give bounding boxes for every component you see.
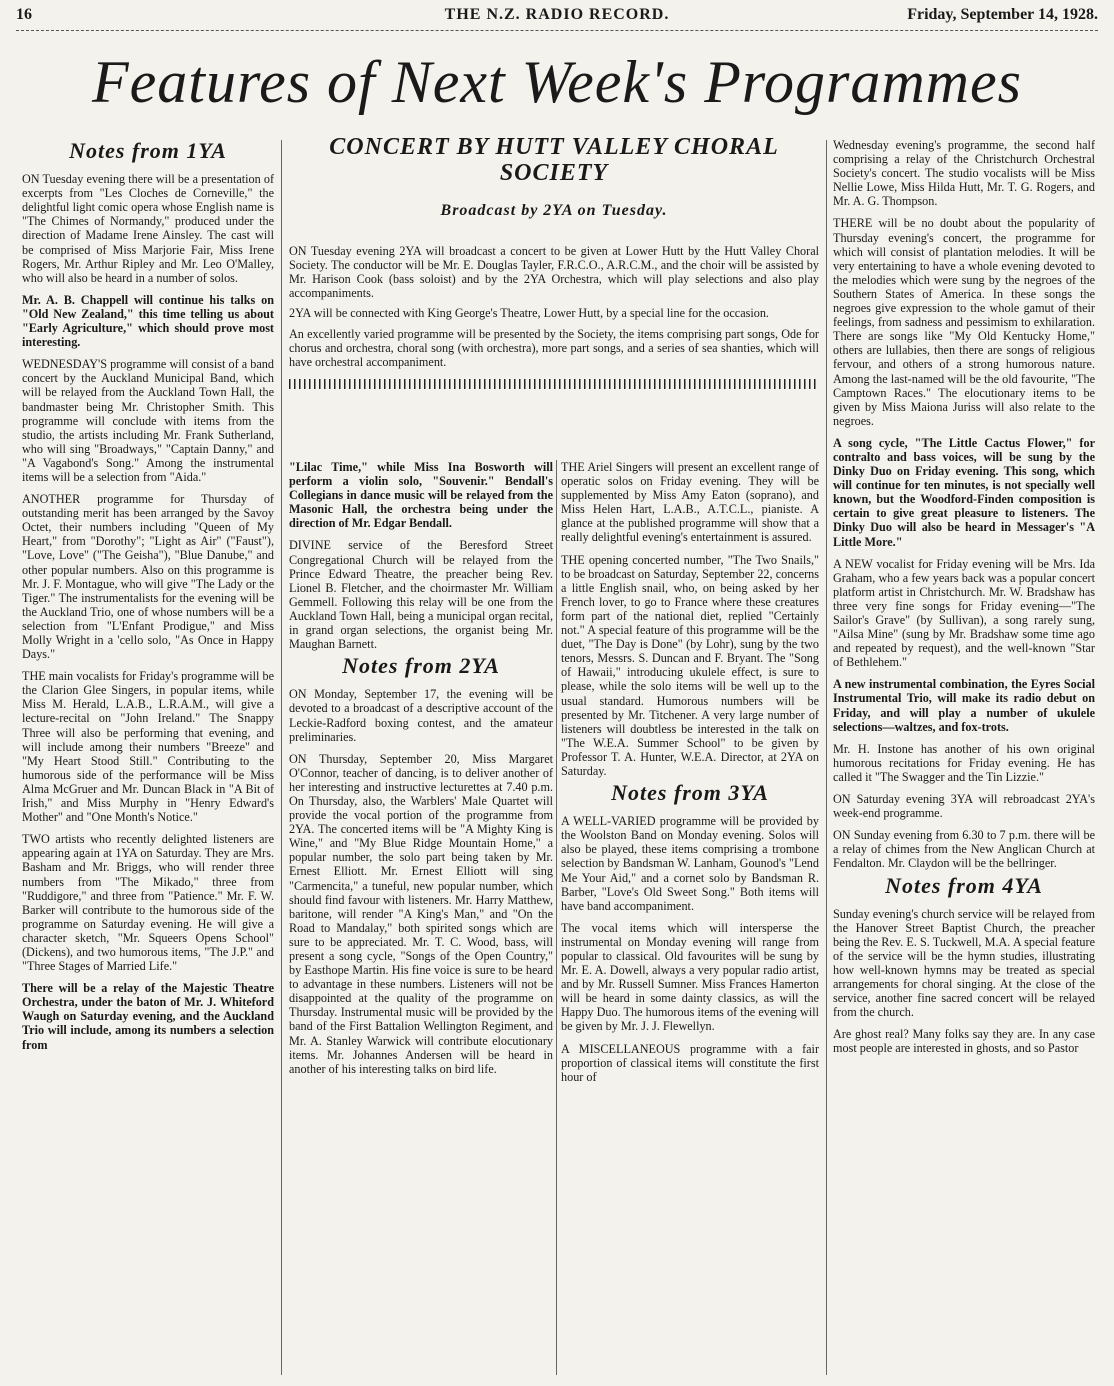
article-paragraph: "Lilac Time," while Miss Ina Bosworth will perform a violin solo, "Souvenir." Bendall's Collegians in dance music will be relayed from the Masonic Hall, the orchestra being under the direction of Mr. Edgar Bendall. xyxy=(289,460,553,531)
article-paragraph: ANOTHER programme for Thursday of outstanding merit has been arranged by the Savoy Octet, their numbers including "Queen of My Heart," from "Dorothy"; "Light as Air" ("Faust"), "Love, Love" ("The Geisha"), "Blue Danube," and other popular numbers. Also on this programme is Mr. J. F. Montague, who will give "The Lady or the Tiger." The instrumentalists for the evening will be the Auckland Trio, one of whose numbers will be a selection from "L'Enfant Prodigue," and Miss Molly Wright in a 'cello solo, "As Once in Happy Days." xyxy=(22,492,274,662)
article-paragraph: WEDNESDAY'S programme will consist of a band concert by the Auckland Municipal Band, which will be relayed from the Auckland Town Hall, the bandmaster being Mr. Christopher Smith. This programme will conclude with items from the studio, the artists including Mr. Frank Sutherland, who will sing "Broadways," "Captain Danny," and "A Vagabond's Song." Among the instrumental items will be a selection from "Aida." xyxy=(22,357,274,484)
article-paragraph: A new instrumental combination, the Eyres Social Instrumental Trio, will make its radio debut on Friday, and will play a number of ukulele selections—waltzes, and fox-trots. xyxy=(833,677,1095,734)
page-header xyxy=(16,4,1098,28)
column-divider xyxy=(826,140,827,1375)
article-paragraph: A WELL-VARIED programme will be provided by the Woolston Band on Monday evening. Solos will also be played, these items comprising a trombone selection by Bandsman W. Lanham, Gounod's "Lend Me Your Aid," and a cornet solo by Bandsman R. Barber, "Love's Old Sweet Song." Both items will have band accompaniment. xyxy=(561,814,819,913)
article-paragraph: ON Tuesday evening there will be a presentation of excerpts from "Les Cloches de Corneville," the delightful light comic opera whose English name is "The Chimes of Normandy," produced under the direction of Madame Irene Ainsley. The cast will be comprised of Miss Marjorie Fair, Miss Irene Rogers, Mr. Arthur Ripley and Mr. Leo O'Malley, who will also be heard in a number of solos. xyxy=(22,172,274,285)
article-paragraph: The vocal items which will intersperse the instrumental on Monday evening will range from popular to classical. Old favourites will be sung by Mr. E. A. Dowell, always a very popular radio artist, and by Mr. Russell Sumner. Miss Frances Hamerton will be heard in some dainty classics, as will the Happy Duo. The humorous items of the evening will be given by Mr. J. J. Flewellyn. xyxy=(561,920,819,1034)
decorative-rule xyxy=(289,379,819,389)
section-heading-4ya: Notes from 4YA xyxy=(885,872,1043,898)
article-paragraph: ON Sunday evening from 6.30 to 7 p.m. there will be a relay of chimes from the New Anglican Church at Fendalton. Mr. Claydon will be the bellringer. xyxy=(833,828,1095,871)
article-paragraph: THE opening concerted number, "The Two Snails," to be broadcast on Saturday, September 22, concerns a little English snail, who, on being asked by her French lover, to go to France where these creatures form part of the national diet, replied "Certainly not." A special feature of this programme will be the duet, "The Day is Done" (by Lohr), sung by the two tenors, Messrs. S. Duncan and F. Bryant. The "Song of Hawaii," introducing ukulele effect, is sure to please, while the solo items will be well up to the usual standard. Humorous numbers will be presented by Mr. Titchener. A very large number of listeners will doubtless be interested in the talk on "The W.E.A. Summer School" to be given by Professor T. A. Hunter, W.E.A. Director, at 2YA on Saturday. xyxy=(561,552,819,778)
feature-heading: CONCERT BY HUTT VALLEY CHORAL SOCIETY xyxy=(329,134,779,186)
article-paragraph: An excellently varied programme will be presented by the Society, the items comprising part songs, Ode for chorus and orchestra, choral song (with orchestra), more part songs, and a series of sea shanties, which will have orchestral accompaniment. xyxy=(289,326,819,369)
article-paragraph: A MISCELLANEOUS programme with a fair proportion of classical items will constitute the first hour of xyxy=(561,1041,819,1084)
issue-date: Friday, September 14, 1928. xyxy=(907,6,1098,23)
article-paragraph: There will be a relay of the Majestic Theatre Orchestra, under the baton of Mr. J. Whiteford Waugh on Saturday evening, and the Auckland Trio will include, among its numbers a selection from xyxy=(22,981,274,1052)
article-paragraph: DIVINE service of the Beresford Street Congregational Church will be relayed from the Prince Edward Theatre, the preacher being Rev. Lionel B. Fletcher, and the choirmaster Mr. William Gemmell. Following this relay will be one from the Auckland Town Hall, being a municipal organ recital, in grand organ selections, the organist being Mr. Maughan Barnett. xyxy=(289,538,553,652)
article-paragraph: Mr. H. Instone has another of his own original humorous recitations for Friday evening. He has called it "The Swagger and the Tin Lizzie." xyxy=(833,741,1095,784)
section-heading-3ya: Notes from 3YA xyxy=(611,780,769,806)
article-paragraph: THERE will be no doubt about the popularity of Thursday evening's concert, the programme for which will consist of plantation melodies. It will be very entertaining to have a whole evening devoted to the melodies which were sung by the negroes of the Southern States of America. In these songs the negroes give expression to the whole gamut of their feelings, from sadness and pessimism to exhilaration. There are songs like "My Old Kentucky Home," others are lullabies, then there are songs of religious fervour, and others of a strong humorous nature. Among the last-named will be the old favourite, "The Camptown Races." The elocutionary items to be given by Miss Maiona Juriss will also relate to the negroes. xyxy=(833,216,1095,428)
article-paragraph: THE main vocalists for Friday's programme will be the Clarion Glee Singers, in popular items, while Miss M. Herald, L.A.B., L.R.A.M., will give a lecture-recital on "John Ireland." The Snappy Three will also be performing that evening, and will include among their numbers "Breeze" and "My Heart Stood Still." Contributing to the humorous side of the performance will be Miss Alma McGruer and Mr. Duncan Black in "A Bit of Irish," and Miss Murphy in "Henry Edward's Mother" and "One Month's Notice." xyxy=(22,669,274,825)
hutt-valley-feature xyxy=(289,134,819,454)
feature-subheading: Broadcast by 2YA on Tuesday. xyxy=(440,202,668,219)
article-paragraph: A NEW vocalist for Friday evening will be Mrs. Ida Graham, who a few years back was a popular concert platform artist in Christchurch. Mr. W. Bradshaw has three very fine songs for Friday evening—"The Sailor's Grave" (by Sullivan), a song rarely sung, "Ailsa Mine" (sung by Mr. Bradshaw some time ago and repeated by request), and the well-known "Star of Bethlehem." xyxy=(833,556,1095,670)
section-heading-1ya: Notes from 1YA xyxy=(69,140,227,163)
article-paragraph: ON Thursday, September 20, Miss Margaret O'Connor, teacher of dancing, is to deliver another of her interesting and instructive lecturettes at 7.40 p.m. On Thursday, also, the Warblers' Male Quartet will provide the vocal portion of the programme from 2YA. The concerted items will be "A Mighty King is Wine," and "My Blue Ridge Mountain Home," a popular number, the solo part being taken by Mr. Ernest Elliott. Mr. Ernest Elliott will sing "Carmencita," a tuneful, new popular number, which should find favour with listeners. Mr. Harry Matthew, baritone, will render "A King's Man," and "On the Road to Mandalay," both spirited songs which are sure to be appreciated. Mr. T. C. Wood, bass, will present a song cycle, "Songs of the Open Country," by Easthope Martin. His fine voice is sure to be heard to advantage in these numbers. Listeners will not be disappointed at the quality of the programme on Thursday. Instrumental music will be provided by the band of the First Battalion Wellington Regiment, and Mr. A. Stanley Warwick will contribute elocutionary items. Mr. Johannes Andersen will be heard in another of his interesting talks on bird life. xyxy=(289,751,553,1076)
article-paragraph: A song cycle, "The Little Cactus Flower," for contralto and bass voices, will be sung by the Dinky Duo on Friday evening. This song, which will continue for ten minutes, is not specially well known, but the Woodford-Finden composition is certain to give great pleasure to listeners. The Dinky Duo will also be heard in Messager's "A Little More." xyxy=(833,435,1095,549)
column-3ya xyxy=(561,460,819,1375)
article-paragraph: TWO artists who recently delighted listeners are appearing again at 1YA on Saturday. They are Mrs. Basham and Mr. Briggs, who will render three numbers from "The Mikado," three from "Ruddigore," and three from "Patience." Mr. F. W. Barker will contribute to the humorous side of the programme on Saturday evening. He will give a character sketch, "Mr. Squeers Opens School" (Dickens), and two humorous items, "The J.P." and "Three Stages of Married Life." xyxy=(22,832,274,974)
column-divider xyxy=(556,460,557,1375)
article-paragraph: THE Ariel Singers will present an excellent range of operatic solos on Friday evening. They will be supplemented by Miss Amy Eaton (soprano), and Miss Helen Hart, L.A.B., A.T.C.L., pianiste. A glance at the published programme will show that a really delightful evening's entertainment is assured. xyxy=(561,460,819,545)
article-paragraph: 2YA will be connected with King George's Theatre, Lower Hutt, by a special line for the occasion. xyxy=(289,306,769,321)
article-paragraph: Are ghost real? Many folks say they are. In any case most people are interested in ghosts, and so Pastor xyxy=(833,1027,1095,1056)
header-rule xyxy=(16,30,1098,31)
article-paragraph: ON Saturday evening 3YA will rebroadcast 2YA's week-end programme. xyxy=(833,792,1095,821)
column-divider xyxy=(281,140,282,1375)
column-2ya xyxy=(289,460,553,1375)
column-1yA xyxy=(22,140,274,1375)
article-paragraph: ON Monday, September 17, the evening will be devoted to a broadcast of a descriptive account of the Leckie-Radford boxing contest, and the amateur preliminaries. xyxy=(289,687,553,744)
section-heading-2ya: Notes from 2YA xyxy=(342,653,500,679)
article-paragraph: Wednesday evening's programme, the second half comprising a relay of the Christchurch Orchestral Society's concert. The studio vocalists will be Miss Nellie Lowe, Miss Hilda Hutt, Mr. T. G. Rogers, and Mr. A. G. Thompson. xyxy=(833,138,1095,209)
article-paragraph: Mr. A. B. Chappell will continue his talks on "Old New Zealand," this time telling us about "Early Agriculture," which should prove most interesting. xyxy=(22,292,274,350)
article-paragraph: Sunday evening's church service will be relayed from the Hanover Street Baptist Church, the preacher being the Rev. E. S. Tuckwell, M.A. A special feature of the service will be the hymn studies, illustrating how well-known hymns may be treated as special arrangements for choral singing. At the close of the service, another fine sacred concert will be relayed from the church. xyxy=(833,906,1095,1020)
page-number: 16 xyxy=(16,6,32,23)
publication-name: THE N.Z. RADIO RECORD. xyxy=(444,6,670,23)
page-title: Features of Next Week's Programmes xyxy=(92,49,1022,115)
column-4ya xyxy=(833,138,1095,1378)
article-paragraph: ON Tuesday evening 2YA will broadcast a concert to be given at Lower Hutt by the Hutt Valley Choral Society. The conductor will be Mr. E. Douglas Tayler, F.R.C.O., A.R.C.M., and the choir will be assisted by Mr. Harison Cook (bass soloist) and by the 2YA Orchestra, which will play selections and also play accompaniments. xyxy=(289,244,819,301)
